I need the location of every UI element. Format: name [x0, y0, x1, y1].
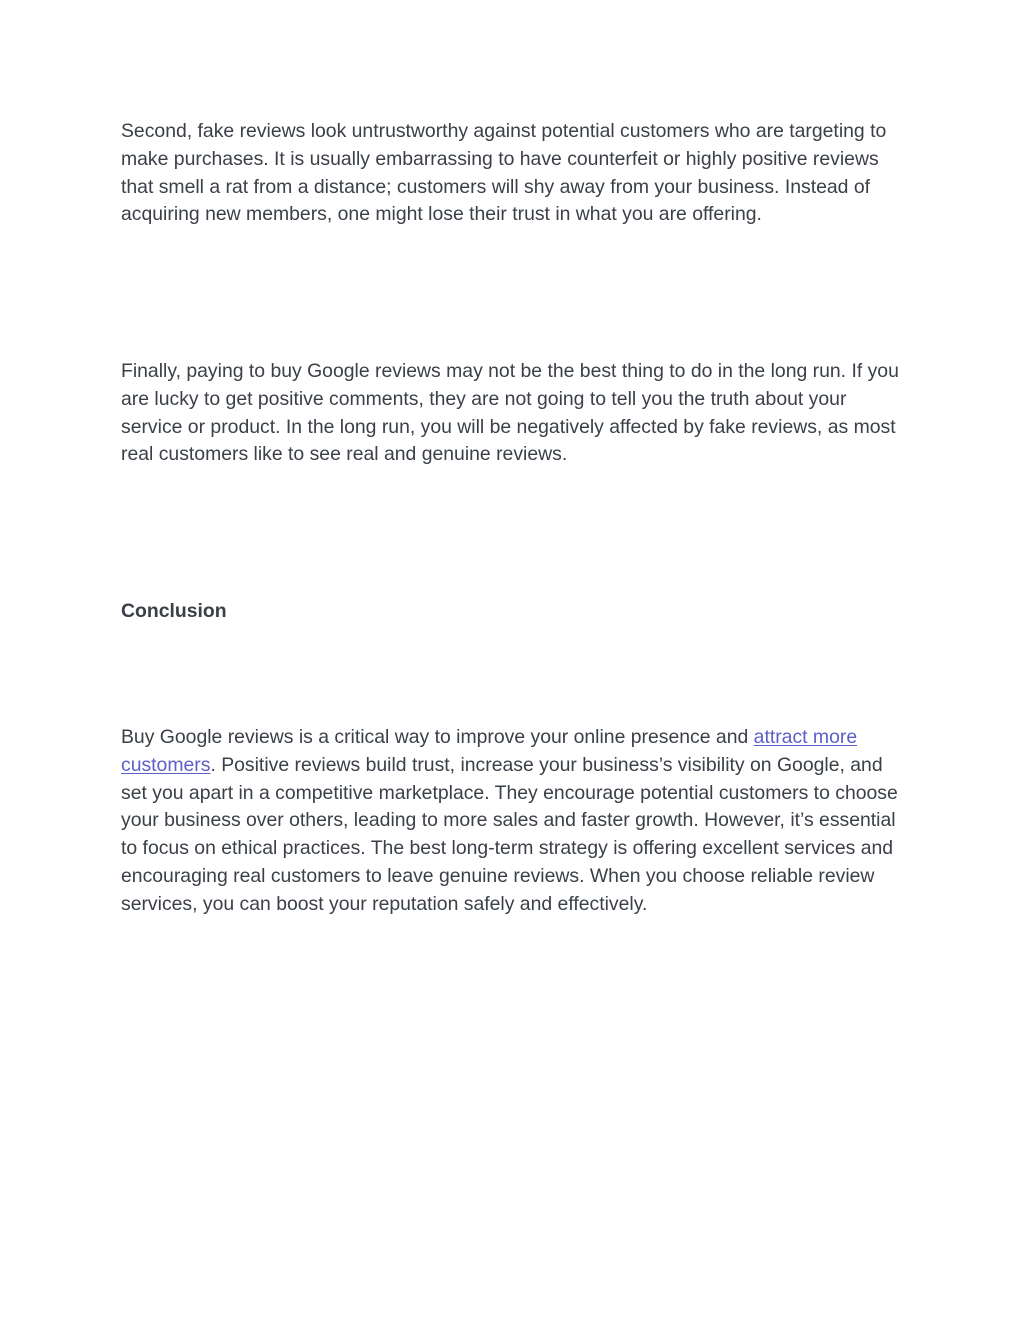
section-heading-conclusion: Conclusion: [121, 600, 227, 622]
paragraph-conclusion: [121, 724, 911, 919]
paragraph-fake-reviews-untrustworthy: Second, fake reviews look untrustworthy against potential customers who are targeting to make purchases. It is usually embarrassing to have counterfeit or highly positive reviews that smell a rat from a distance; customers will shy away from your business. Instead of acquiring new members, one might lose their trust in what you are offering.: [121, 120, 887, 226]
conclusion-text-after-link: . Positive reviews build trust, increase your business’s visibility on Google, and set you apart in a competitive marketplace. They encourage potential customers to choose your business over others, leading to more sales and faster growth. However, it’s essential to focus on ethical practices. The best long-term strategy is offering excellent services and encouraging real customers to leave genuine reviews. When you choose reliable review services, you can boost your reputation safely and effectively.: [121, 753, 898, 915]
paragraph-long-run-effects: Finally, paying to buy Google reviews may not be the best thing to do in the long run. If you are lucky to get positive comments, they are not going to tell you the truth about your service or product. In the long run, you will be negatively affected by fake reviews, as most real customers like to see real and genuine reviews.: [121, 360, 899, 466]
attract-more-customers-link[interactable]: attract more customers: [121, 726, 858, 776]
conclusion-text-before-link: Buy Google reviews is a critical way to improve your online presence and: [121, 726, 754, 748]
